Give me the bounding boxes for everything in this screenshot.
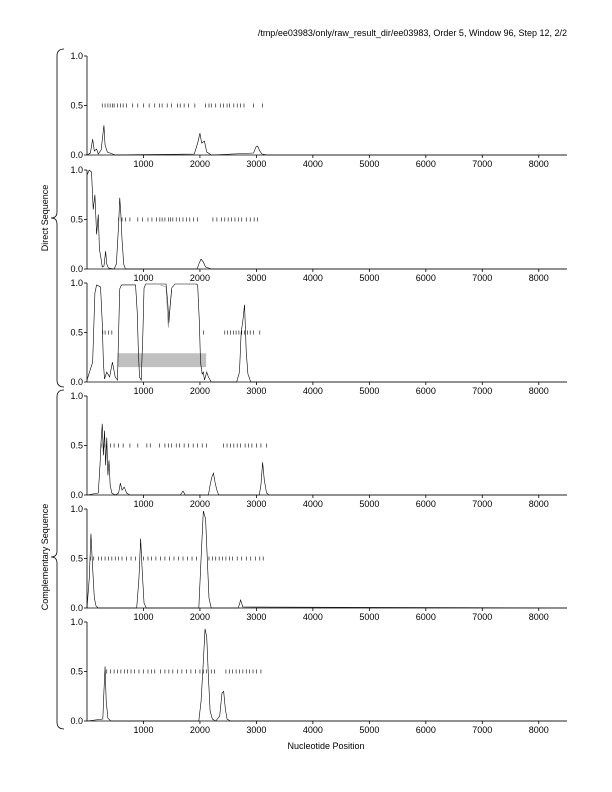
x-tick-label: 5000 xyxy=(359,386,380,396)
y-tick-label: 0.5 xyxy=(70,553,83,564)
y-tick-label: 0.0 xyxy=(70,716,83,726)
x-tick-label: 2000 xyxy=(189,273,210,283)
x-tick-label: 7000 xyxy=(472,386,493,396)
panel-3 xyxy=(70,278,567,396)
x-tick-label: 7000 xyxy=(472,159,493,169)
x-tick-label: 3000 xyxy=(246,159,267,169)
x-tick-label: 8000 xyxy=(528,499,549,509)
x-tick-label: 7000 xyxy=(472,499,493,509)
complementary-group-label: Complementary Sequence xyxy=(40,503,50,611)
x-tick-label: 8000 xyxy=(528,612,549,622)
x-tick-label: 3000 xyxy=(246,612,267,622)
y-tick-label: 0.0 xyxy=(70,377,83,387)
y-tick-label: 0.0 xyxy=(70,603,83,613)
x-tick-label: 1000 xyxy=(133,612,154,622)
x-tick-label: 6000 xyxy=(415,725,436,735)
x-tick-label: 3000 xyxy=(246,499,267,509)
series-line xyxy=(87,629,567,721)
panel-4 xyxy=(70,391,567,509)
y-tick-label: 1.0 xyxy=(70,51,83,61)
series-line xyxy=(87,511,567,608)
x-tick-label: 1000 xyxy=(133,499,154,509)
x-tick-label: 4000 xyxy=(302,386,323,396)
x-tick-label: 6000 xyxy=(415,159,436,169)
x-tick-label: 2000 xyxy=(189,725,210,735)
x-tick-label: 8000 xyxy=(528,273,549,283)
x-tick-label: 7000 xyxy=(472,273,493,283)
y-tick-label: 0.0 xyxy=(70,150,83,160)
panel-2 xyxy=(70,165,567,283)
x-tick-label: 5000 xyxy=(359,725,380,735)
x-axis-label: Nucleotide Position xyxy=(287,741,365,751)
highlight-region xyxy=(117,353,206,367)
series-line xyxy=(87,170,567,269)
y-tick-label: 1.0 xyxy=(70,278,83,288)
x-tick-label: 8000 xyxy=(528,386,549,396)
x-tick-label: 6000 xyxy=(415,612,436,622)
x-tick-label: 7000 xyxy=(472,612,493,622)
panel-6 xyxy=(70,617,567,735)
x-tick-label: 6000 xyxy=(415,386,436,396)
series-line xyxy=(87,125,567,155)
x-tick-label: 7000 xyxy=(472,725,493,735)
x-tick-label: 2000 xyxy=(189,612,210,622)
figure-title: /tmp/ee03983/only/raw_result_dir/ee03983, Order 5, Window 96, Step 12, 2/2 xyxy=(257,28,567,38)
x-tick-label: 1000 xyxy=(133,386,154,396)
x-tick-label: 2000 xyxy=(189,499,210,509)
x-tick-label: 5000 xyxy=(359,499,380,509)
panel-5 xyxy=(70,504,567,622)
y-tick-label: 0.0 xyxy=(70,490,83,500)
panel-1 xyxy=(70,51,567,169)
x-tick-label: 6000 xyxy=(415,499,436,509)
x-tick-label: 6000 xyxy=(415,273,436,283)
y-tick-label: 1.0 xyxy=(70,165,83,175)
direct-group-bracket xyxy=(51,49,64,387)
x-tick-label: 4000 xyxy=(302,612,323,622)
x-tick-label: 4000 xyxy=(302,725,323,735)
y-tick-label: 0.5 xyxy=(70,100,83,111)
x-tick-label: 5000 xyxy=(359,273,380,283)
x-tick-label: 1000 xyxy=(133,159,154,169)
x-tick-label: 5000 xyxy=(359,612,380,622)
x-tick-label: 3000 xyxy=(246,386,267,396)
y-tick-label: 0.5 xyxy=(70,440,83,451)
y-tick-label: 1.0 xyxy=(70,391,83,401)
x-tick-label: 4000 xyxy=(302,499,323,509)
direct-group-label: Direct Sequence xyxy=(40,184,50,252)
x-tick-label: 8000 xyxy=(528,159,549,169)
y-tick-label: 0.5 xyxy=(70,327,83,338)
y-tick-label: 0.5 xyxy=(70,214,83,225)
x-tick-label: 4000 xyxy=(302,273,323,283)
y-tick-label: 0.0 xyxy=(70,264,83,274)
x-tick-label: 3000 xyxy=(246,725,267,735)
x-tick-label: 3000 xyxy=(246,273,267,283)
y-tick-label: 1.0 xyxy=(70,504,83,514)
x-tick-label: 1000 xyxy=(133,273,154,283)
x-tick-label: 5000 xyxy=(359,159,380,169)
series-line xyxy=(87,424,567,495)
x-tick-label: 1000 xyxy=(133,725,154,735)
x-tick-label: 8000 xyxy=(528,725,549,735)
y-tick-label: 0.5 xyxy=(70,666,83,677)
y-tick-label: 1.0 xyxy=(70,617,83,627)
x-tick-label: 4000 xyxy=(302,159,323,169)
x-tick-label: 2000 xyxy=(189,159,210,169)
series-line xyxy=(87,284,567,382)
panels xyxy=(70,51,567,735)
x-tick-label: 2000 xyxy=(189,386,210,396)
complementary-group-bracket xyxy=(51,390,64,729)
